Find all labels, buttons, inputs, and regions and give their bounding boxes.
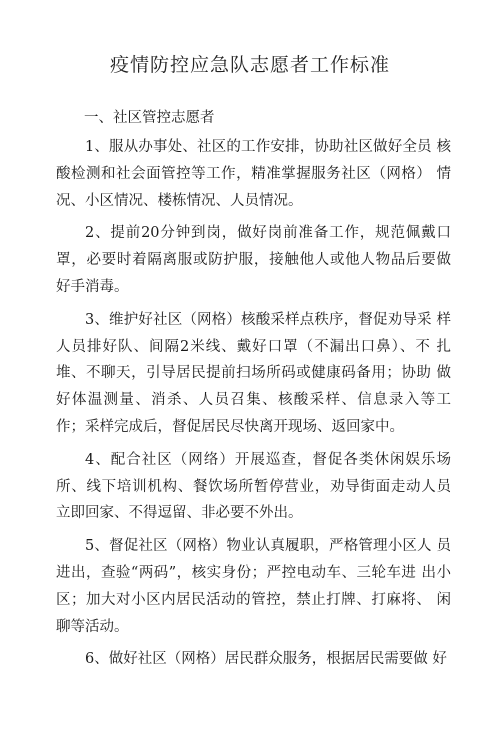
section-heading: 一、社区管控志愿者 [84, 110, 215, 126]
paragraph-3: 3、维护好社区（网格）核酸采样点秩序，督促劝导采 样人员排好队、间隔2米线、戴好口罩（不漏出口鼻）、不 扎堆、不聊天，引导居民提前扫场所码或健康码备用；协助 做好体温测量、消杀、人员召集、核酸采样、信息录入等工 作；采样完成后，督促居民尽快离开现场、返回家中。 [56, 311, 451, 435]
document-title: 疫情防控应急队志愿者工作标准 [109, 54, 390, 76]
paragraph-1: 1、服从办事处、社区的工作安排，协助社区做好全员 核酸检测和社会面管控等工作，精准掌握服务社区（网格） 情况、小区情况、楼栋情况、人员情况。 [56, 139, 451, 209]
paragraph-2: 2、提前20分钟到岗，做好岗前准备工作，规范佩戴口 罩，必要时着隔离服或防护服，接触他人或他人物品后要做 好手消毒。 [56, 225, 451, 295]
paragraph-6: 6、做好社区（网格）居民群众服务，根据居民需要做 好 [85, 651, 447, 668]
paragraph-5: 5、督促社区（网格）物业认真履职，严格管理小区人 员进出，查验“两码”，核实身份；严控电动车、三轮车进 出小区；加大对小区内居民活动的管控，禁止打牌、打麻将、 闲聊等活动。 [56, 538, 451, 635]
paragraph-4: 4、配合社区（网络）开展巡查，督促各类休闲娱乐场 所、线下培训机构、餐饮场所暂停营业，劝导街面走动人员 立即回家、不得逗留、非必要不外出。 [56, 451, 451, 522]
document-body [56, 134, 451, 679]
